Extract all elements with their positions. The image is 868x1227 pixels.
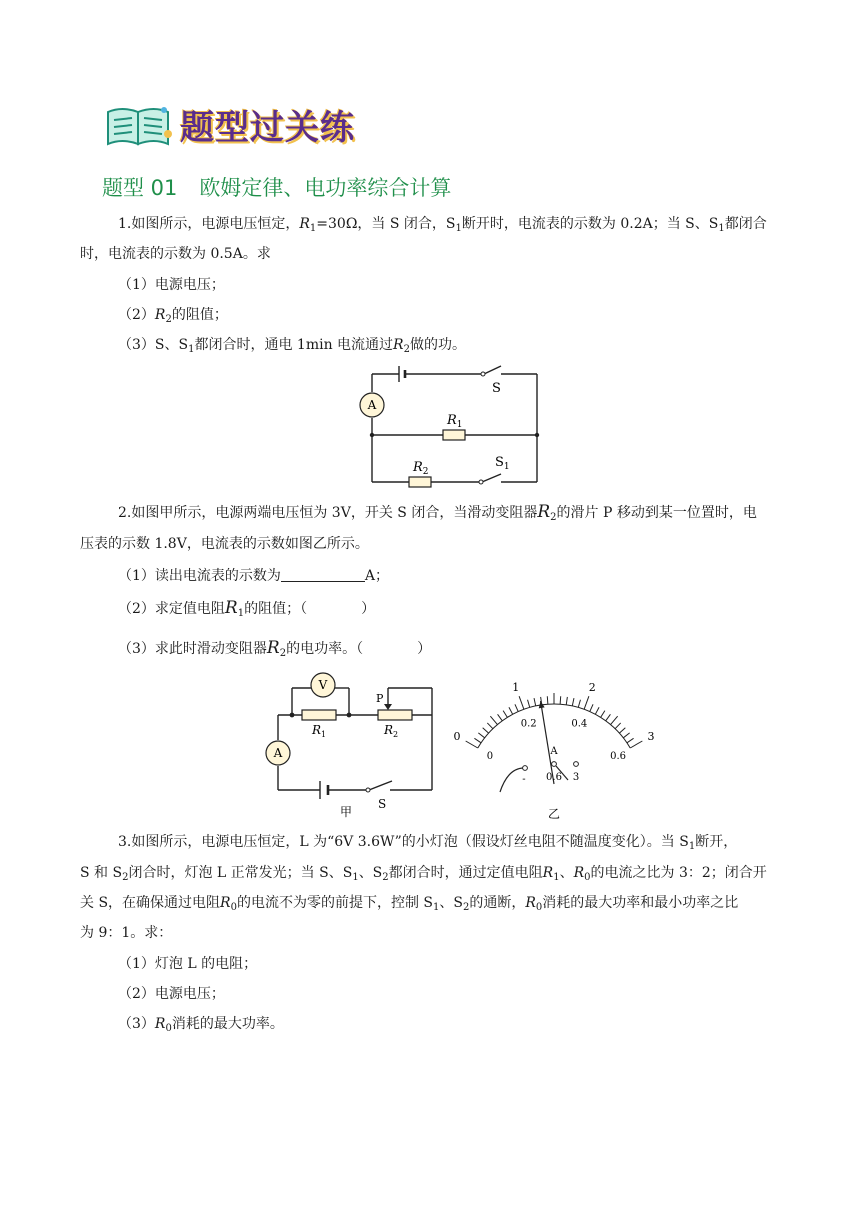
switch-s [369,781,392,790]
terminal-neg-label: - [522,774,526,785]
figure-caption-yi: 乙 [547,807,561,821]
switch-s1-label: $S_1$ [495,455,510,472]
dial-tick [466,741,478,748]
junction-right [535,433,539,437]
q1-circuit-diagram [355,362,545,487]
lead-wire [500,768,524,792]
answer-blank[interactable] [281,567,365,582]
dial-tick [487,723,493,729]
q1-line-2: 时，电流表的示数为 0.5A。求 [80,246,271,262]
q3-line-2: S 和 $S_2$闭合时，灯泡 L 正常发光；当 S、$S_1$、$S_2$都闭合时，通过定值电阻$R_1$、$R_0$的电流之比为 3：2；闭合开 [80,865,767,883]
dial-tick [572,698,574,706]
resistor-r1 [302,710,336,720]
dial-tick [611,716,618,724]
banner [104,100,404,152]
dial-tick [498,714,503,720]
dial-tick [490,716,497,724]
dial-arc [478,704,630,748]
dial-tick [566,697,567,705]
switch-s [484,366,501,374]
q2-line-1: 2.如图甲所示，电源两端电压恒为 3V，开关 S 闭合，当滑动变阻器$R_2$的滑片 P 移动到某一位置时，电 [118,502,757,523]
dial-tick [615,723,621,729]
q2-part-2: （2）求定值电阻$R_1$的阻值；（ ） [118,598,376,619]
dial-bottom-tick-label: 0.6 [610,751,627,762]
section-heading [102,172,451,202]
terminal-3 [574,762,579,767]
dial-bottom-tick-label: 0.4 [571,718,588,730]
section-label: 题型 01 [102,176,178,200]
dial-top-tick-label: 3 [647,730,655,743]
dial-tick [478,733,484,738]
figure-caption-jia: 甲 [339,805,353,819]
r2-label: $R_2$ [413,460,429,477]
r1-label: $R_1$ [447,413,463,430]
section-title: 欧姆定律、电功率综合计算 [199,176,452,200]
rheostat-r2 [378,710,412,720]
dial-tick [560,696,561,704]
q2-circuit-jia [258,668,438,818]
q1-part-1: （1）电源电压； [118,277,225,293]
dial-tick [483,728,489,733]
q1-part-2: $(2)R_2$的阻值； [118,307,228,325]
dial-tick [619,728,625,733]
dial-tick [509,707,513,714]
q1-part-3: （3）S、$S_1$都闭合时，通电 1min 电流通过$R_2$做的功。 [118,337,466,355]
dial-tick [534,698,536,706]
q1-line-1: 1.如图所示，电源电压恒定，$R_1=30\Omega$，当 S 闭合，$S_1$断开时，电流表的示数为 0.2A；当 S、$S_1$都闭合 [118,216,767,234]
q3-line-3: 关 S，在确保通过电阻$R_0$的电流不为零的前提下，控制 $S_1$、$S_2$的通断，$R_0$消耗的最大功率和最小功率之比 [80,895,739,913]
junction-left [370,433,374,437]
junction-1 [290,713,295,718]
ammeter-label: A [367,398,377,412]
junction-2 [347,713,352,718]
dial-tick [528,700,530,708]
banner-title: 题型过关练 [180,108,355,148]
dial-tick [519,696,524,709]
dial-tick [515,704,518,711]
dial-tick [601,711,605,718]
dial-tick [606,714,611,720]
q3-part-2: （2）电源电压； [118,986,225,1002]
q3-line-1: 3.如图所示，电源电压恒定，L 为“6V 3.6W”的小灯泡（假设灯丝电阻不随温度变化）。当 $S_1$断开， [118,834,738,852]
dial-tick [503,711,507,718]
q2-part-3: （3）求此时滑动变阻器$R_2$的电功率。（ ） [118,638,432,659]
switch-s-label: S [492,381,501,396]
dial-tick [595,707,599,714]
q2-ammeter-dial-yi [453,672,655,822]
terminal-3-label: 3 [572,772,580,783]
terminal-06 [552,762,557,767]
switch-s-label: S [378,797,387,811]
dial-top-tick-label: 2 [588,680,596,694]
dial-bottom-tick-label: 0 [486,751,494,762]
q3-part-1: （1）灯泡 L 的电阻； [118,956,258,972]
dial-tick [630,741,642,748]
dial-tick [474,738,481,742]
q2-line-2: 压表的示数 1.8V，电流表的示数如图乙所示。 [80,536,369,552]
slider-p-label: P [376,692,384,705]
dial-tick [590,704,593,711]
dial-tick [584,696,589,709]
r1-label: $R_1$ [312,723,327,739]
dial-tick [627,738,634,742]
switch-s1 [482,474,501,482]
resistor-r2 [409,477,431,487]
ammeter-label: A [273,746,283,760]
r2-label: $R_2$ [384,723,399,739]
terminal-neg [523,766,528,771]
q2-part-1: （1）读出电流表的示数为 A； [118,568,390,584]
q3-line-4: 为 9：1。求： [80,925,173,941]
voltmeter-label: V [318,678,328,692]
q3-part-3: $(3)R_0$消耗的最大功率。 [118,1016,284,1034]
dial-bottom-tick-label: 0.2 [520,718,537,730]
resistor-r1 [443,430,465,440]
dial-tick [547,696,548,704]
dial-top-tick-label: 0 [453,730,461,743]
slider-arrow [384,704,392,710]
dial-tick [623,733,629,738]
dial-top-tick-label: 1 [512,680,520,694]
book-icon [104,104,174,150]
terminal-06-label: 0.6 [546,772,562,783]
dial-tick [578,700,580,708]
dial-unit-label: A [550,746,558,757]
dial-scale [466,693,643,748]
